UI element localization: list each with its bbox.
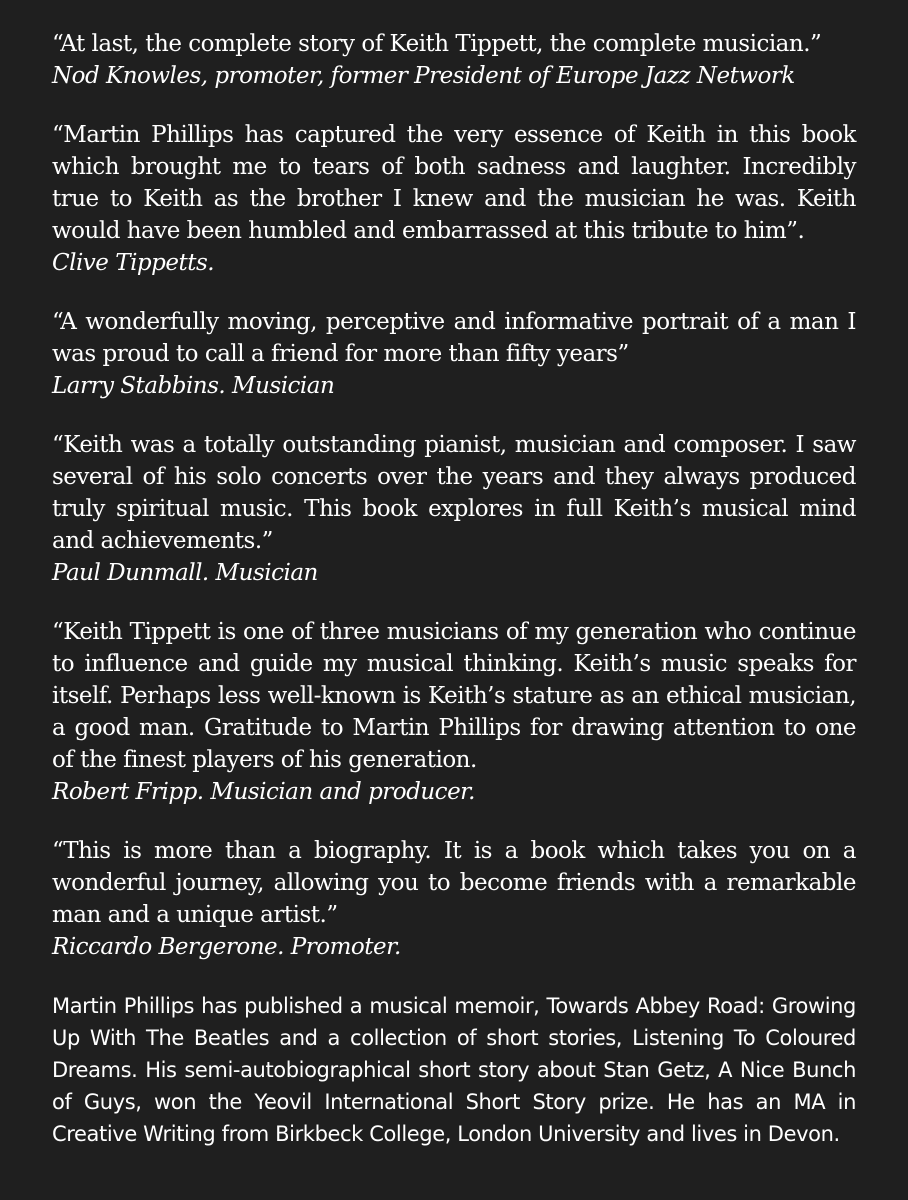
blurb-attribution: Nod Knowles, promoter, former President of Europe Jazz Network (52, 63, 795, 89)
blurb-clive-tippetts (52, 119, 856, 279)
blurb-riccardo-bergerone (52, 835, 856, 963)
blurb-quote: “A wonderfully moving, perceptive and informative portrait of a man I was proud to call a friend for more than fifty years” (52, 309, 856, 367)
blurb-attribution: Paul Dunmall. Musician (52, 560, 318, 586)
blurb-attribution: Clive Tippetts. (52, 250, 215, 276)
blurb-quote: “This is more than a biography. It is a book which takes you on a wonderful journey, allowing you to become friends with a remarkable man and a unique artist.” (52, 838, 856, 928)
blurb-attribution: Riccardo Bergerone. Promoter. (52, 934, 401, 960)
blurb-attribution: Larry Stabbins. Musician (52, 373, 335, 399)
blurb-nod-knowles (52, 28, 856, 92)
blurb-quote: “Martin Phillips has captured the very essence of Keith in this book which brought me to tears of both sadness and laughter. Incredibly true to Keith as the brother I knew and the musician he was. Keith would have been humbled and embarrassed at this tribute to him”. (52, 122, 856, 244)
blurb-larry-stabbins (52, 306, 856, 402)
blurb-quote: “Keith was a totally outstanding pianist, musician and composer. I saw several of his solo concerts over the years and they always produced truly spiritual music. This book explores in full Keith’s musical mind and achievements.” (52, 432, 856, 554)
blurb-quote: “Keith Tippett is one of three musicians of my generation who continue to influence and guide my musical thinking. Keith’s music speaks for itself. Perhaps less well-known is Keith’s stature as an ethical musician, a good man. Gratitude to Martin Phillips for drawing attention to one of the finest players of his generation. (52, 619, 856, 773)
blurb-paul-dunmall (52, 429, 856, 589)
blurb-attribution: Robert Fripp. Musician and producer. (52, 779, 475, 805)
blurb-quote: “At last, the complete story of Keith Tippett, the complete musician.” (52, 31, 822, 57)
author-bio: Martin Phillips has published a musical memoir, Towards Abbey Road: Growing Up With The Beatles and a collection of short stories, Listening To Coloured Dreams. His semi-autobiographical short story about Stan Getz, A Nice Bunch of Guys, won the Yeovil International Short Story prize. He has an MA in Creative Writing from Birkbeck College, London University and lives in Devon. (52, 994, 856, 1146)
blurb-robert-fripp (52, 616, 856, 808)
